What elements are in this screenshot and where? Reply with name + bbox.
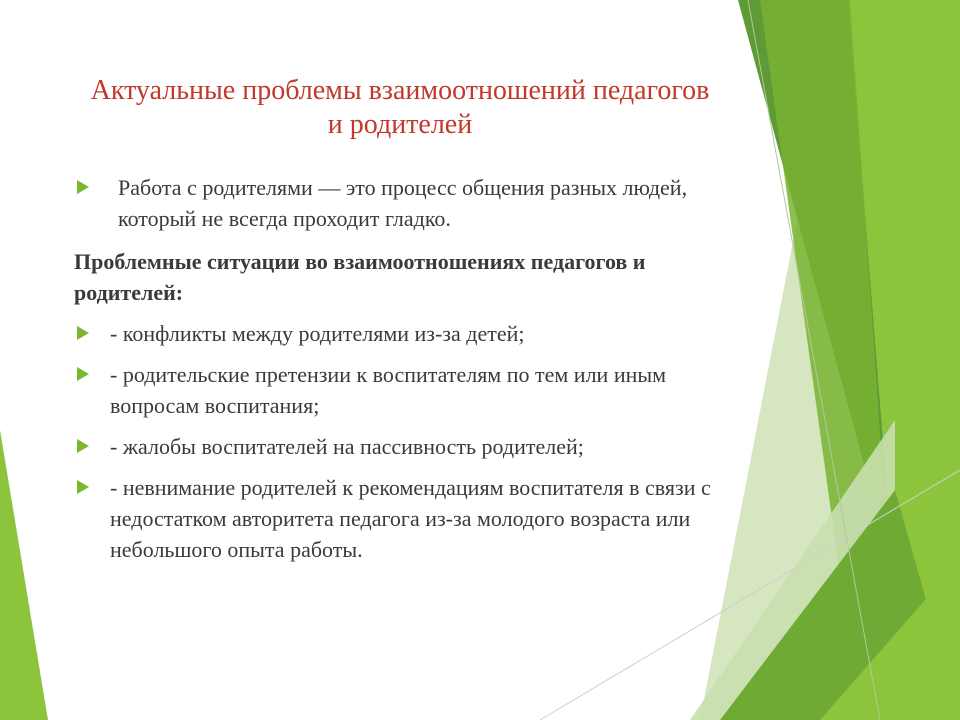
list-item	[74, 359, 724, 421]
left-green-shape	[0, 430, 48, 720]
slide-content	[74, 172, 724, 565]
list-item-text: - конфликты между родителями из-за детей;	[110, 321, 525, 346]
intro-text: Работа с родителями — это процесс общения разных людей, который не всегда проходит гладко.	[118, 175, 688, 231]
slide-title: Актуальные проблемы взаимоотношений педагогов и родителей	[90, 75, 710, 140]
list-item	[74, 431, 724, 462]
section-heading: Проблемные ситуации во взаимоотношениях педагогов и родителей:	[74, 249, 646, 305]
triangle-right-icon	[77, 367, 89, 381]
intro-bullet	[74, 172, 724, 234]
triangle-right-icon	[77, 439, 89, 453]
list-item	[74, 472, 724, 565]
list-item-text: - невнимание родителей к рекомендациям воспитателя в связи с недостатком авторитета педагога из-за молодого возраста или небольшого опыта работы.	[110, 475, 711, 562]
list-item-text: - жалобы воспитателей на пассивность родителей;	[110, 434, 584, 459]
triangle-right-icon	[77, 480, 89, 494]
triangle-right-icon	[77, 180, 89, 194]
list-item	[74, 318, 724, 349]
list-item-text: - родительские претензии к воспитателям по тем или иным вопросам воспитания;	[110, 362, 667, 418]
triangle-right-icon	[77, 326, 89, 340]
